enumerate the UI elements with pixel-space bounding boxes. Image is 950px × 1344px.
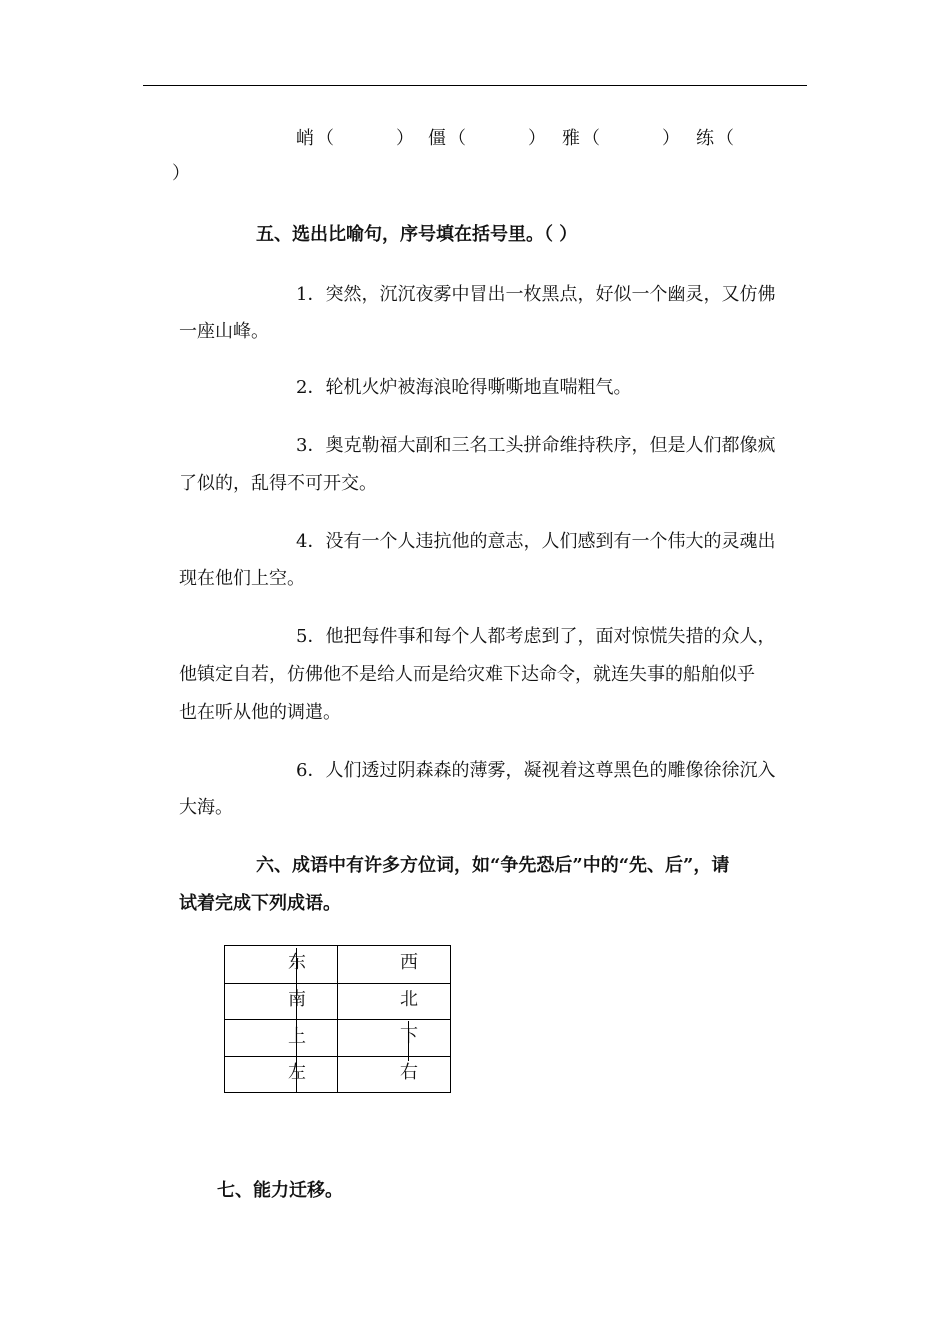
paren-open: （ (716, 128, 734, 149)
section5-item-1-line1: 1．突然，沉沉夜雾中冒出一枚黑点，好似一个幽灵，又仿佛 (296, 284, 776, 305)
paren-close: ） (528, 128, 546, 149)
section5-item-3-line2: 了似的，乱得不可开交。 (179, 473, 377, 494)
section5-item-4-line1: 4．没有一个人违抗他的意志，人们感到有一个伟大的灵魂出 (296, 531, 776, 552)
grid-cell: 西 (400, 952, 418, 973)
header-rule (143, 85, 807, 86)
char-item: 峭 (296, 128, 314, 149)
section5-heading: 五、选出比喻句，序号填在括号里。（ ） (256, 224, 578, 245)
grid-divider (225, 983, 450, 984)
char-item: 练 (696, 128, 714, 149)
grid-cell: 南 (288, 989, 306, 1010)
grid-cell: 上 (288, 1026, 306, 1047)
grid-stroke (296, 948, 297, 1092)
section5-item-6-line1: 6．人们透过阴森森的薄雾，凝视着这尊黑色的雕像徐徐沉入 (296, 760, 776, 781)
grid-cell: 东 (288, 952, 306, 973)
paren-close: ） (662, 128, 680, 149)
section5-item-2-line1: 2．轮机火炉被海浪呛得嘶嘶地直喘粗气。 (296, 377, 632, 398)
paren-open: （ (316, 128, 334, 149)
paren-close: ） (396, 128, 414, 149)
paren-open: （ (582, 128, 600, 149)
char-item: 雅 (562, 128, 580, 149)
grid-divider (225, 1019, 450, 1020)
section5-item-5-line3: 也在听从他的调遣。 (179, 702, 341, 723)
section5-item-1-line2: 一座山峰。 (179, 321, 269, 342)
grid-cell: 左 (288, 1062, 306, 1083)
section6-heading-line1: 六、成语中有许多方位词，如“争先恐后”中的“先、后”，请 (256, 855, 730, 876)
section6-heading-line2: 试着完成下列成语。 (179, 893, 341, 914)
section5-item-4-line2: 现在他们上空。 (179, 568, 305, 589)
section5-item-5-line2: 他镇定自若，仿佛他不是给人而是给灾难下达命令，就连失事的船舶似乎 (179, 664, 755, 685)
grid-divider (225, 1056, 450, 1057)
grid-cell: 北 (400, 989, 418, 1010)
grid-cell: 下 (400, 1026, 418, 1047)
section7-heading: 七、能力迁移。 (217, 1180, 343, 1201)
char-item: 僵 (428, 128, 446, 149)
paren-open: （ (448, 128, 466, 149)
grid-stroke (408, 1021, 409, 1061)
section5-item-3-line1: 3．奥克勒福大副和三名工头拼命维持秩序，但是人们都像疯 (296, 435, 776, 456)
grid-cell: 右 (400, 1062, 418, 1083)
idiom-grid (224, 945, 451, 1093)
paren-close-wrapped: ） (172, 163, 190, 184)
section5-item-6-line2: 大海。 (179, 797, 233, 818)
section5-item-5-line1: 5．他把每件事和每个人都考虑到了，面对惊慌失措的众人， (296, 626, 776, 647)
